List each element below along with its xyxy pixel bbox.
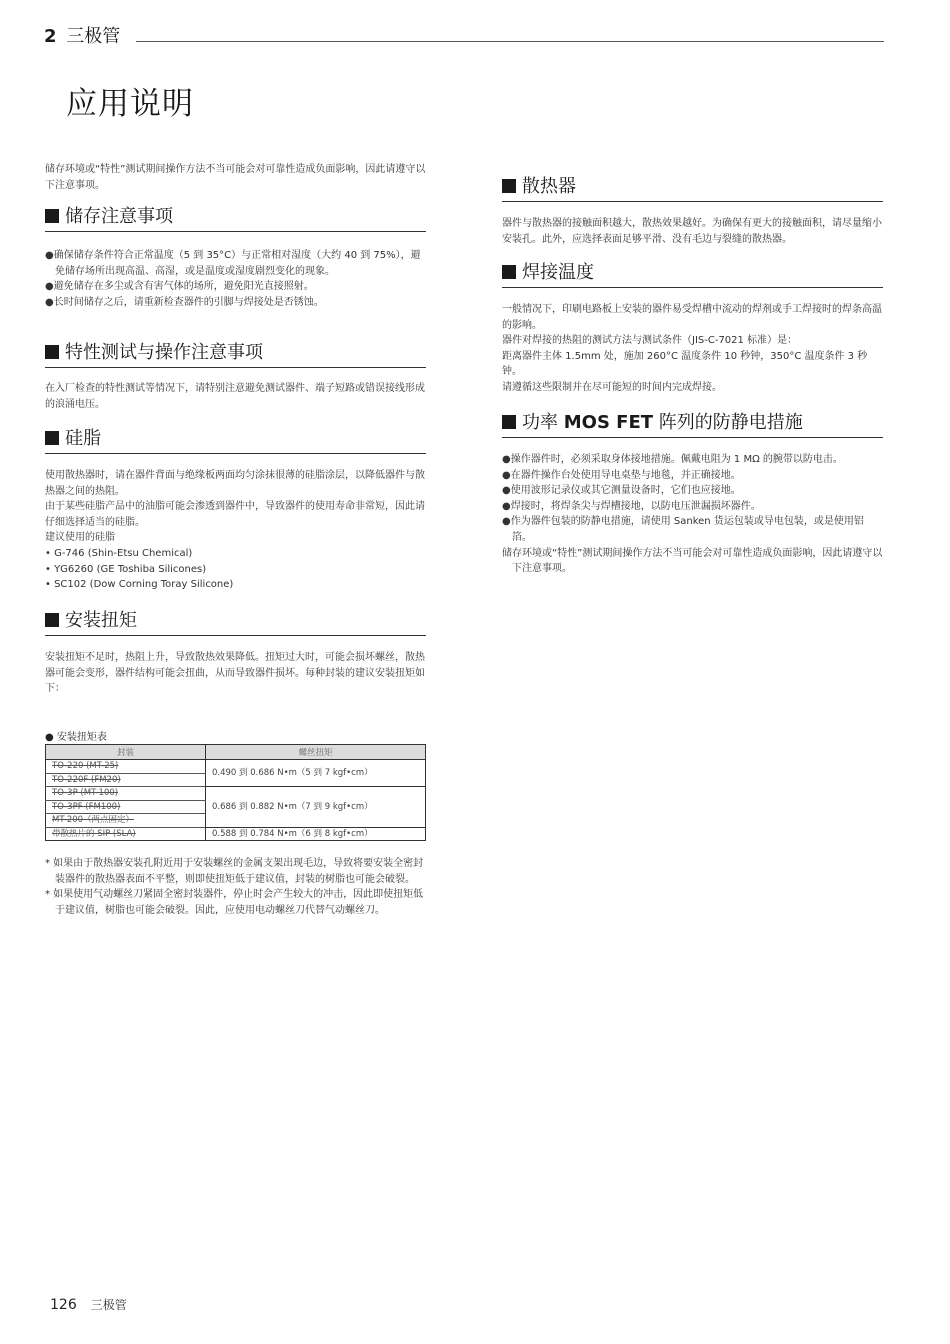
square-bullet-icon	[45, 345, 59, 359]
package-cell: 带散热片的 SIP (SLA)	[46, 827, 206, 841]
page-header	[44, 22, 884, 48]
soldering-heading	[502, 258, 883, 288]
storage-list	[45, 248, 426, 310]
esd-heading	[502, 408, 883, 438]
heatsink-heading	[502, 172, 883, 202]
testing-text: 在入厂检查的特性测试等情况下，请特别注意避免测试器件、端子短路或错误接线形成的浪涌电压。	[45, 383, 425, 410]
torque-table-section	[45, 728, 426, 848]
page-footer	[50, 1296, 127, 1313]
esd-list	[502, 452, 883, 577]
list-item: ●使用波形记录仪或其它测量设备时，它们也应接地。	[502, 485, 741, 497]
footnote: * 如果使用气动螺丝刀紧固全密封装器件，停止时会产生较大的冲击，因此即使扭矩低于建议值，树脂也可能会破裂。因此，应使用电动螺丝刀代替气动螺丝刀。	[45, 889, 424, 916]
soldering-heading-text: 焊接温度	[522, 262, 594, 283]
grease-heading	[45, 424, 426, 454]
esd-heading-bold: MOS FET	[563, 412, 654, 433]
list-item: ●长时间储存之后，请重新检查器件的引脚与焊接处是否锈蚀。	[45, 296, 324, 308]
torque-cell: 0.588 到 0.784 N•m（6 到 8 kgf•cm）	[206, 827, 426, 841]
heatsink-text: 器件与散热器的接触面积越大，散热效果越好。为确保有更大的接触面积，请尽量缩小安装孔。此外，应选择表面足够平滑、没有毛边与裂缝的散热器。	[502, 218, 882, 245]
grease-recommend: 建议使用的硅脂	[45, 532, 115, 544]
list-item: ●在器件操作台处使用导电桌垫与地毯，并正确接地。	[502, 469, 741, 481]
chapter-title: 三极管	[66, 26, 121, 47]
list-item: • G-746 (Shin-Etsu Chemical)	[45, 547, 193, 559]
torque-text: 安装扭矩不足时，热阻上升，导致散热效果降低。扭矩过大时，可能会损坏螺丝，散热器可能会变形，器件结构可能会扭曲，从而导致器件损坏。每种封装的建议安装扭矩如下：	[45, 652, 425, 695]
list-item: ●确保储存条件符合正常温度（5 到 35°C）与正常相对湿度（大约 40 到 75%），避免储存场所出现高温、高湿，或是温度或湿度剧烈变化的现象。	[45, 250, 421, 277]
header-rule	[136, 41, 884, 42]
soldering-line: 请遵循这些限制并在尽可能短的时间内完成焊接。	[502, 381, 722, 393]
heatsink-heading-text: 散热器	[522, 176, 576, 197]
torque-heading	[45, 606, 426, 636]
list-item: 储存环境或“特性”测试期间操作方法不当可能会对可靠性造成负面影响，因此请遵守以下注意事项。	[502, 547, 883, 575]
chapter-label	[44, 22, 120, 48]
table-header: 封装	[46, 745, 206, 760]
list-item: ●作为器件包装的防静电措施，请使用 Sanken 货运包装或导电包装，或是使用铝箔。	[502, 516, 864, 543]
package-cell: TO-3P (MT-100)	[46, 787, 206, 801]
storage-heading	[45, 202, 426, 232]
list-item: • YG6260 (GE Toshiba Silicones)	[45, 563, 207, 575]
package-cell: TO-3PF (FM100)	[46, 800, 206, 814]
square-bullet-icon	[45, 613, 59, 627]
square-bullet-icon	[502, 179, 516, 193]
list-item: ●避免储存在多尘或含有害气体的场所，避免阳光直接照射。	[45, 281, 314, 293]
torque-cell: 0.490 到 0.686 N•m（5 到 7 kgf•cm）	[206, 760, 426, 787]
table-caption: ● 安装扭矩表	[45, 732, 107, 743]
grease-heading-text: 硅脂	[65, 428, 101, 449]
grease-body	[45, 468, 426, 593]
footer-title: 三极管	[90, 1298, 127, 1312]
page-number: 126	[50, 1297, 77, 1313]
torque-table	[45, 744, 426, 841]
grease-text-2: 由于某些硅脂产品中的油脂可能会渗透到器件中，导致器件的使用寿命非常短，因此请仔细选择适当的硅脂。	[45, 501, 425, 528]
package-cell: MT-200（两点固定）	[46, 814, 206, 828]
storage-heading-text: 储存注意事项	[65, 206, 173, 227]
list-item: ●操作器件时，必须采取身体接地措施。佩戴电阻为 1 MΩ 的腕带以防电击。	[502, 454, 843, 465]
page-title: 应用说明	[66, 86, 194, 122]
soldering-body	[502, 302, 883, 396]
torque-heading-text: 安装扭矩	[65, 610, 137, 631]
testing-heading	[45, 338, 426, 368]
esd-heading-post: 阵列的防静电措施	[653, 412, 803, 433]
table-row	[46, 827, 426, 841]
chapter-number: 2	[44, 26, 57, 47]
footnote: * 如果由于散热器安装孔附近用于安装螺丝的金属支架出现毛边，导致将要安装全密封装器件的散热器表面不平整，则即使扭矩低于建议值，封装的树脂也可能会破裂。	[45, 858, 424, 885]
intro-text: 储存环境或“特性”测试期间操作方法不当可能会对可靠性造成负面影响，因此请遵守以下注意事项。	[45, 164, 426, 191]
list-item: ●焊接时，将焊条尖与焊槽接地，以防电压泄漏损坏器件。	[502, 500, 761, 512]
soldering-line: 一般情况下，印刷电路板上安装的器件易受焊槽中流动的焊剂或手工焊接时的焊条高温的影响。	[502, 304, 882, 331]
soldering-line: 器件对焊接的热阻的测试方法与测试条件（JIS-C-7021 标准）是：	[502, 335, 798, 347]
table-row	[46, 760, 426, 774]
square-bullet-icon	[45, 209, 59, 223]
torque-notes	[45, 856, 426, 918]
square-bullet-icon	[502, 265, 516, 279]
table-header-row	[46, 745, 426, 760]
grease-products	[45, 546, 426, 593]
torque-cell: 0.686 到 0.882 N•m（7 到 9 kgf•cm）	[206, 787, 426, 828]
esd-heading-pre: 功率	[522, 412, 564, 433]
grease-text-1: 使用散热器时，请在器件背面与绝缘板两面均匀涂抹很薄的硅脂涂层，以降低器件与散热器之间的热阻。	[45, 470, 425, 497]
list-item: • SC102 (Dow Corning Toray Silicone)	[45, 579, 234, 591]
square-bullet-icon	[502, 415, 516, 429]
square-bullet-icon	[45, 431, 59, 445]
soldering-line: 距离器件主体 1.5mm 处，施加 260°C 温度条件 10 秒钟，350°C 温度条件 3 秒钟。	[502, 350, 868, 378]
testing-heading-text: 特性测试与操作注意事项	[65, 342, 263, 363]
package-cell: TO-220 (MT-25)	[46, 760, 206, 774]
table-row	[46, 787, 426, 801]
package-cell: TO-220F (FM20)	[46, 773, 206, 787]
table-header: 螺丝扭矩	[206, 745, 426, 760]
